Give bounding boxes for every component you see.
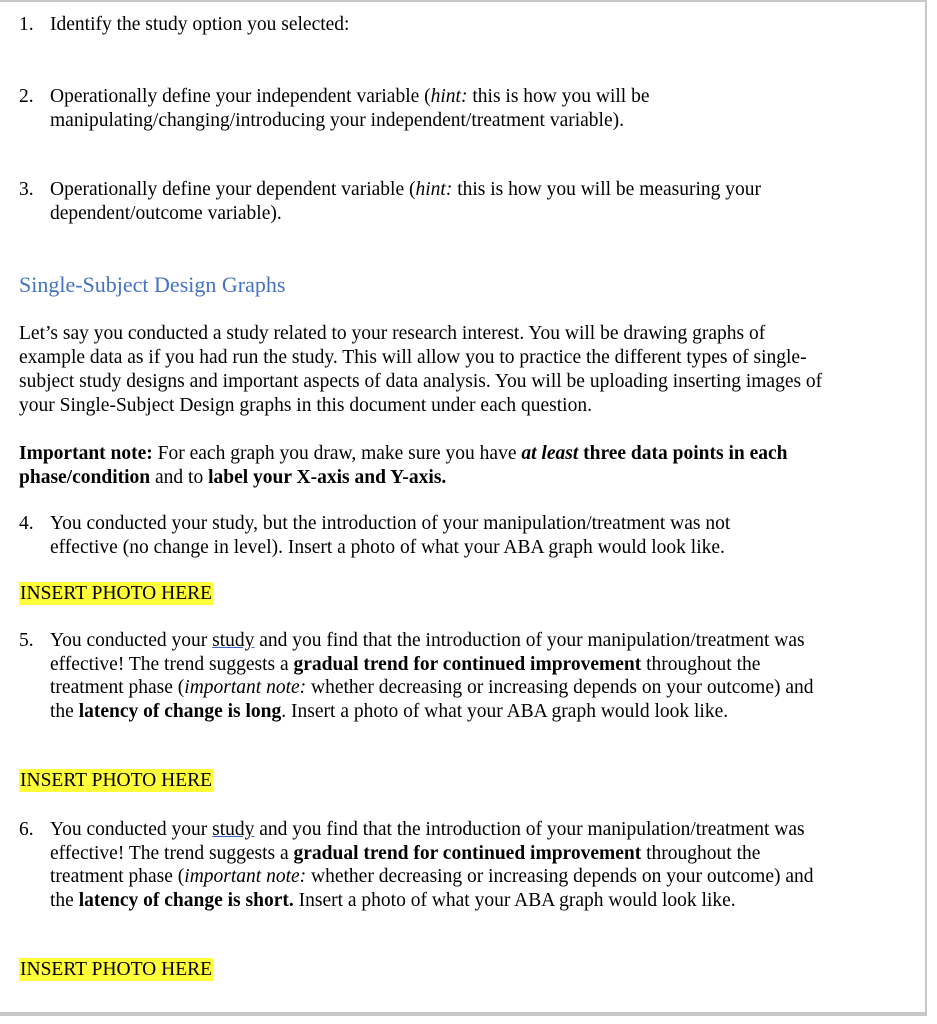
spellcheck-word[interactable]: study (212, 819, 255, 840)
insert-photo-placeholder[interactable]: INSERT PHOTO HERE (20, 770, 213, 791)
insert-photo-placeholder[interactable]: INSERT PHOTO HERE (20, 959, 213, 980)
question-text: You conducted your study and you find that the introduction of your manipulation/treatment was effective! The trend suggests a gradual trend for continued improvement throughout the treatment phase (important note: whether decreasing or increasing depends on your outcome) and the latency of change is short. Insert a photo of what your ABA graph would look like. (50, 819, 814, 911)
question-number: 1. (19, 14, 34, 35)
insert-photo-placeholder[interactable]: INSERT PHOTO HERE (20, 583, 213, 604)
important-note: Important note: For each graph you draw, make sure you have at least three data points in each phase/condition and to label your X-axis and Y-axis. (19, 443, 788, 488)
question-text: You conducted your study and you find that the introduction of your manipulation/treatment was effective! The trend suggests a gradual trend for continued improvement throughout the treatment phase (important note: whether decreasing or increasing depends on your outcome) and the latency of change is long. Insert a photo of what your ABA graph would look like. (50, 630, 814, 722)
section-heading: Single-Subject Design Graphs (19, 272, 286, 297)
question-number: 2. (19, 86, 34, 107)
question-text: You conducted your study, but the introduction of your manipulation/treatment was not effective (no change in level). Insert a photo of what your ABA graph would look like. (50, 513, 731, 558)
question-text: Operationally define your independent variable (hint: this is how you will be manipulating/changing/introducing your independent/treatment variable). (50, 86, 650, 131)
spellcheck-word[interactable]: study (212, 630, 255, 651)
question-text: Operationally define your dependent variable (hint: this is how you will be measuring your dependent/outcome variable). (50, 179, 762, 224)
question-number: 3. (19, 179, 34, 200)
question-number: 4. (19, 513, 34, 534)
question-number: 5. (19, 630, 34, 651)
question-text: Identify the study option you selected: (50, 14, 350, 35)
intro-paragraph: Let’s say you conducted a study related to your research interest. You will be drawing graphs of example data as if you had run the study. This will allow you to practice the different types of single-subject study designs and important aspects of data analysis. You will be uploading inserting images of your Single-Subject Design graphs in this document under each question. (19, 323, 823, 416)
question-number: 6. (19, 819, 34, 840)
